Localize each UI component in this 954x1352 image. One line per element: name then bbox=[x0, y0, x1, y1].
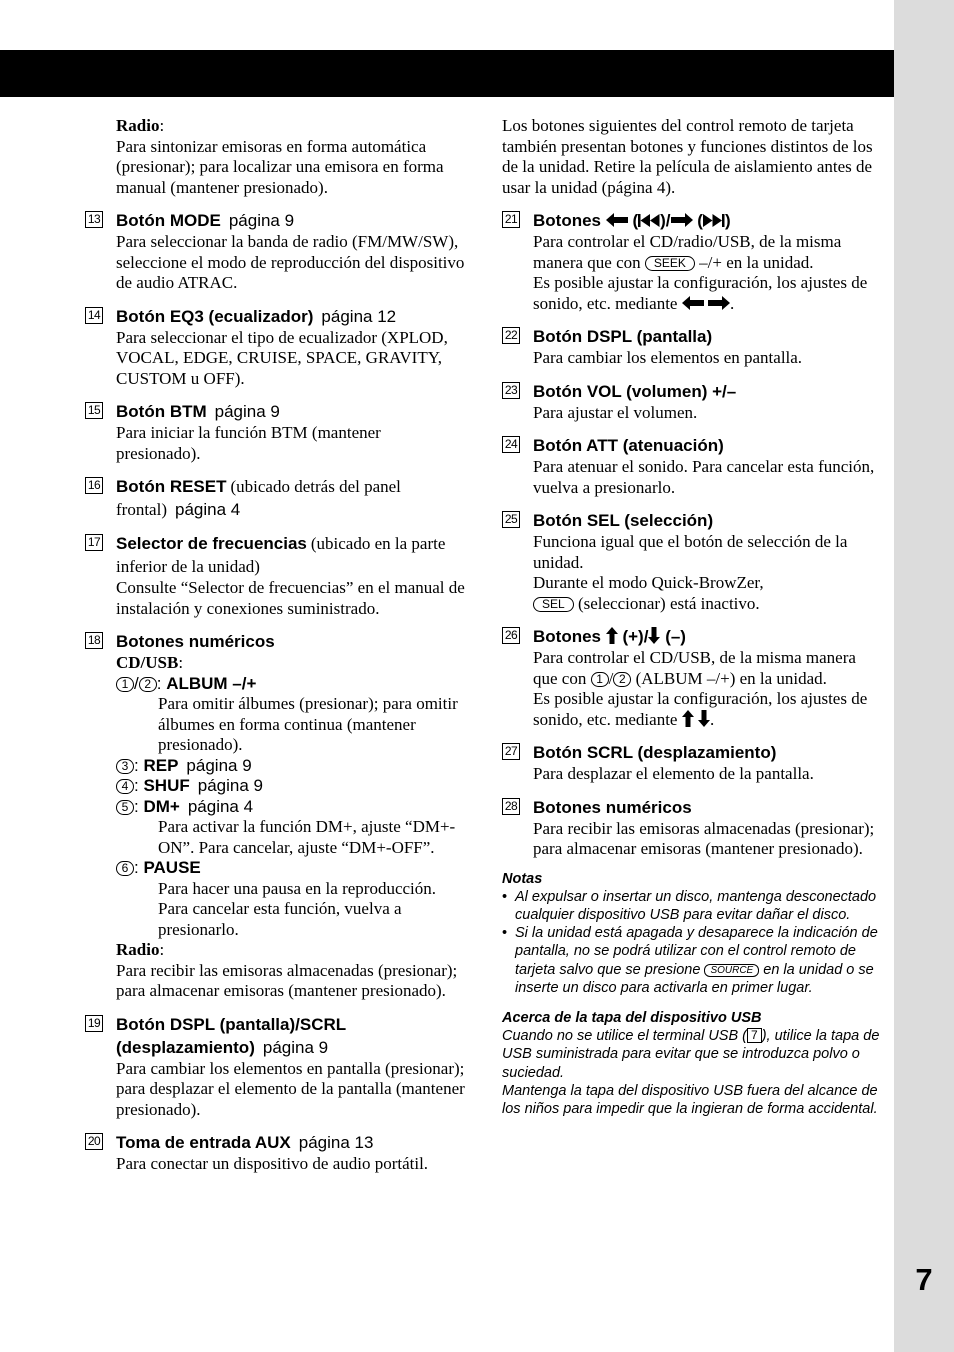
right-intro: Los botones siguientes del control remoto de tarjeta también presentan botones y funciones distintos de los de la unidad. Retire la película de aislamiento antes de usar la unidad (página 4). bbox=[502, 116, 873, 197]
album-row: 1 / 2 : ALBUM –/+ bbox=[116, 674, 467, 695]
up-arrow-icon bbox=[682, 710, 694, 727]
item-22: 22 Botón DSPL (pantalla) Para cambiar los elementos en pantalla. bbox=[502, 325, 884, 369]
left-arrow-icon bbox=[606, 213, 628, 227]
item-26: 26 Botones (+)/ (–) Para controlar el CD/USB, de la misma manera que con 1 / 2 (ALBUM –/+) en la unidad. Es posible ajustar la configuración, los ajustes de sonido, etc. mediante . bbox=[502, 625, 884, 730]
left-column bbox=[85, 116, 467, 1175]
item-17: 17 Selector de frecuencias (ubicado en la parte inferior de la unidad) Consulte “Selector de frecuencias” en el manual de instalación y conexiones suministrado. bbox=[85, 532, 467, 619]
next-track-icon bbox=[703, 214, 725, 227]
key-4: 4 bbox=[116, 779, 134, 794]
note-item: • Si la unidad está apagada y desaparece la indicación de pantalla, no se podrá utilizar con el control remoto de tarjeta salvo que se presione SOURCE en la unidad o se inserte un disco para activarla en primer lugar. bbox=[502, 925, 878, 996]
item-text: Para recibir las emisoras almacenadas (presionar); para almacenar emisoras (mantener presionado). bbox=[533, 818, 875, 858]
item-number: 28 bbox=[502, 798, 520, 815]
up-arrow-icon bbox=[606, 627, 618, 644]
item-27: 27 Botón SCRL (desplazamiento) Para desplazar el elemento de la pantalla. bbox=[502, 741, 884, 785]
item-19: 19 Botón DSPL (pantalla)/SCRL (desplazamiento) página 9 Para cambiar los elementos en pantalla (presionar); para desplazar el elemento de la pantalla (mantener presionado). bbox=[85, 1013, 467, 1121]
item-number: 21 bbox=[502, 211, 520, 228]
right-arrow-icon bbox=[671, 213, 693, 227]
item-text: Consulte “Selector de frecuencias” en el manual de instalación y conexiones suministrado. bbox=[116, 578, 465, 618]
notes-section bbox=[502, 870, 884, 1119]
page-ref: página 13 bbox=[298, 1133, 374, 1152]
page-ref: página 9 bbox=[228, 211, 295, 230]
page-number: 7 bbox=[915, 1262, 933, 1297]
shuf-row: 4 : SHUF página 9 bbox=[116, 776, 467, 797]
item-28: 28 Botones numéricos Para recibir las emisoras almacenadas (presionar); para almacenar emisoras (mantener presionado). bbox=[502, 796, 884, 860]
previous-track-icon bbox=[638, 214, 660, 227]
source-key: SOURCE bbox=[704, 964, 759, 977]
item-number: 19 bbox=[85, 1015, 103, 1032]
usb-terminal-number: 7 bbox=[747, 1028, 762, 1043]
item-number: 13 bbox=[85, 211, 103, 228]
note-item: • Al expulsar o insertar un disco, mantenga desconectado cualquier dispositivo USB para evitar dañar el disco. bbox=[502, 888, 877, 923]
right-arrow-icon bbox=[708, 296, 730, 310]
item-number: 22 bbox=[502, 327, 520, 344]
item-25: 25 Botón SEL (selección) Funciona igual que el botón de selección de la unidad. Durante el modo Quick-BrowZer, SEL (seleccionar) está inactivo. bbox=[502, 509, 884, 614]
item-text: Para cambiar los elementos en pantalla. bbox=[533, 348, 803, 367]
page-ref: página 9 bbox=[214, 402, 280, 421]
item-text: Para iniciar la función BTM (mantener presionado). bbox=[116, 423, 381, 463]
dm-row: 5 : DM+ página 4 bbox=[116, 797, 467, 818]
sel-key: SEL bbox=[533, 597, 574, 612]
item-16: 16 Botón RESET (ubicado detrás del panel frontal) página 4 bbox=[85, 475, 467, 521]
header-bar bbox=[0, 50, 894, 97]
item-number: 23 bbox=[502, 382, 520, 399]
item-24: 24 Botón ATT (atenuación) Para atenuar el sonido. Para cancelar esta función, vuelva a presionarlo. bbox=[502, 434, 884, 498]
usb-cap-title: Acerca de la tapa del dispositivo USB bbox=[502, 1009, 762, 1026]
key-5: 5 bbox=[116, 800, 134, 815]
key-2: 2 bbox=[613, 672, 631, 687]
item-text: Para conectar un dispositivo de audio portátil. bbox=[116, 1154, 429, 1173]
key-6: 6 bbox=[116, 861, 134, 876]
item-text: Para seleccionar la banda de radio (FM/MW/SW), seleccione el modo de reproducción del dispositivo de audio ATRAC. bbox=[116, 232, 465, 292]
radio-intro-text: Para sintonizar emisoras en forma automática (presionar); para localizar una emisora en forma manual (mantener presionado). bbox=[116, 136, 444, 197]
page-ref: página 9 bbox=[262, 1037, 329, 1057]
usb-cap-text-1: Cuando no se utilice el terminal USB ( 7 ), utilice la tapa de USB suministrada para evitar que se introduzca polvo o suciedad. bbox=[502, 1028, 880, 1081]
radio-label: Radio bbox=[116, 116, 160, 135]
item-18: 18 Botones numéricos CD/USB: 1 / 2 : ALBUM –/+ Para omitir álbumes (presionar); para omitir álbumes en forma continua (mantener presionado). 3 : REP página 9 4 : SHUF página 9 5 : DM+ página 4 Para activar la función DM+, ajuste “DM+-ON”. Para cancelar, ajuste “DM+-OFF”. 6 : PAUSE Para hacer una pausa en la reproducción. Para cancelar esta función, vuelva a presionarlo. Radio: Para recibir las emisoras almacenadas (presionar); para almacenar emisoras (mantener presionado). bbox=[85, 630, 467, 1002]
item-number: 15 bbox=[85, 402, 103, 419]
notes-title: Notas bbox=[502, 870, 543, 887]
pause-row: 6 : PAUSE bbox=[116, 858, 467, 879]
key-1: 1 bbox=[116, 677, 134, 692]
item-23: 23 Botón VOL (volumen) +/– Para ajustar el volumen. bbox=[502, 380, 884, 424]
page-ref: página 4 bbox=[174, 500, 241, 519]
down-arrow-icon bbox=[648, 627, 660, 644]
item-number: 18 bbox=[85, 632, 103, 649]
item-15: 15 Botón BTM página 9 Para iniciar la función BTM (mantener presionado). bbox=[85, 400, 467, 464]
item-number: 25 bbox=[502, 511, 520, 528]
item-number: 20 bbox=[85, 1133, 103, 1150]
item-text: Para desplazar el elemento de la pantalla. bbox=[533, 764, 814, 783]
key-3: 3 bbox=[116, 759, 134, 774]
right-column bbox=[502, 116, 884, 1118]
item-text: Funciona igual que el botón de selección de la unidad. bbox=[533, 532, 848, 572]
down-arrow-icon bbox=[698, 710, 710, 727]
key-2: 2 bbox=[139, 677, 157, 692]
item-text: Para ajustar el volumen. bbox=[533, 402, 698, 422]
side-tab-strip bbox=[894, 0, 954, 1352]
item-21: 21 Botones ( )/ ( ) Para controlar el CD/radio/USB, de la misma manera que con SEEK –/+ en la unidad. Es posible ajustar la configuración, los ajustes de sonido, etc. mediante . bbox=[502, 209, 884, 314]
item-20: 20 Toma de entrada AUX página 13 Para conectar un dispositivo de audio portátil. bbox=[85, 1131, 467, 1175]
item-text: Para cambiar los elementos en pantalla (presionar); para desplazar el elemento de la pantalla (mantener presionado). bbox=[116, 1058, 465, 1119]
radio-intro: Radio: Para sintonizar emisoras en forma automática (presionar); para localizar una emisora en forma manual (mantener presionado). bbox=[85, 116, 467, 198]
item-number: 26 bbox=[502, 627, 520, 644]
item-text: Para seleccionar el tipo de ecualizador (XPLOD, VOCAL, EDGE, CRUISE, SPACE, GRAVITY, CUSTOM u OFF). bbox=[116, 327, 448, 388]
item-number: 27 bbox=[502, 743, 520, 760]
item-13: 13 Botón MODE página 9 Para seleccionar la banda de radio (FM/MW/SW), seleccione el modo de reproducción del dispositivo de audio ATRAC. bbox=[85, 209, 467, 294]
seek-key: SEEK bbox=[645, 256, 695, 271]
item-text: Para atenuar el sonido. Para cancelar esta función, vuelva a presionarlo. bbox=[533, 457, 875, 497]
item-number: 17 bbox=[85, 534, 103, 551]
item-14: 14 Botón EQ3 (ecualizador) página 12 Para seleccionar el tipo de ecualizador (XPLOD, VOCAL, EDGE, CRUISE, SPACE, GRAVITY, CUSTOM u OFF). bbox=[85, 305, 467, 390]
item-number: 24 bbox=[502, 436, 520, 453]
left-arrow-icon bbox=[682, 296, 704, 310]
page-ref: página 12 bbox=[321, 306, 397, 326]
rep-row: 3 : REP página 9 bbox=[116, 756, 467, 777]
item-number: 14 bbox=[85, 307, 103, 324]
key-1: 1 bbox=[591, 672, 609, 687]
usb-cap-text-2: Mantenga la tapa del dispositivo USB fuera del alcance de los niños para impedir que la ingieran de forma accidental. bbox=[502, 1082, 878, 1117]
item-number: 16 bbox=[85, 477, 103, 494]
